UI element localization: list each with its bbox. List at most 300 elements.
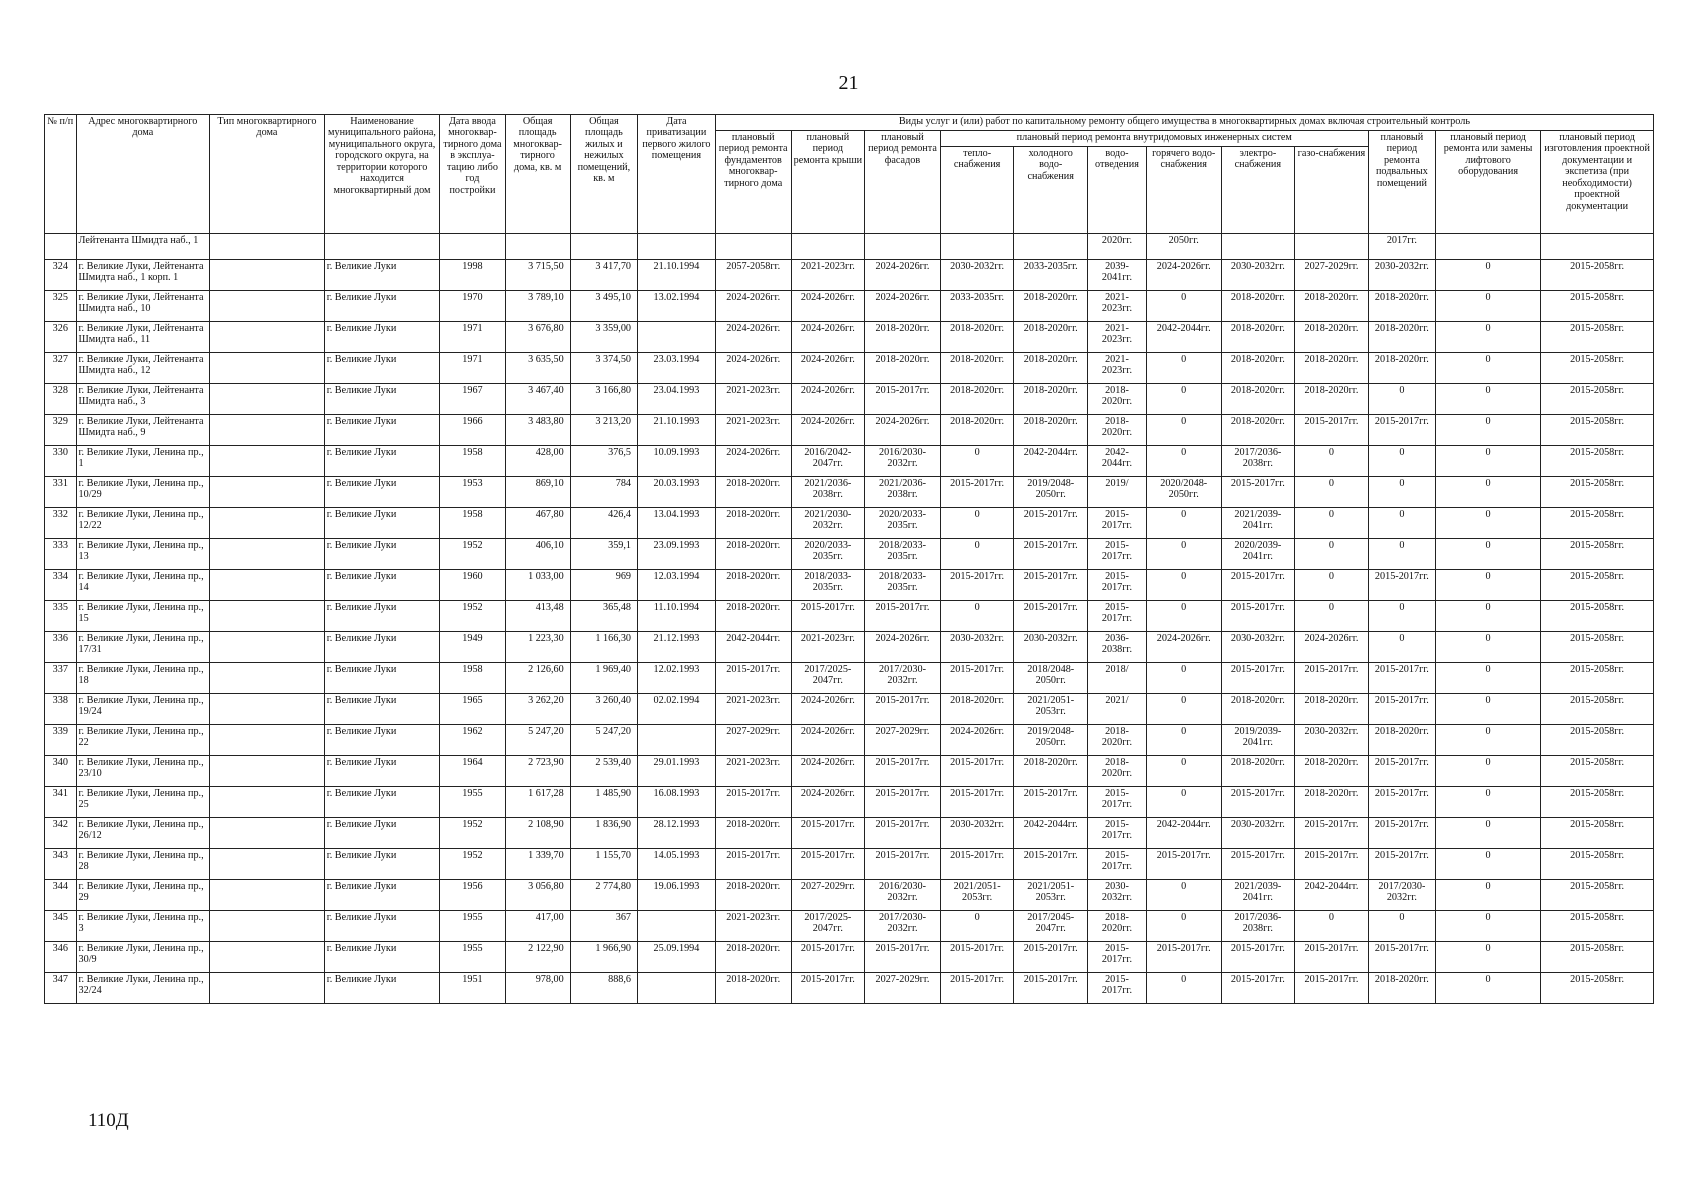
cell-address: г. Великие Луки, Лейтенанта Шмидта наб., 1 корп. 1 xyxy=(76,260,210,291)
table-row xyxy=(45,818,1654,849)
cell-roof xyxy=(791,234,865,260)
cell-foundation: 2018-2020гг. xyxy=(715,539,791,570)
cell-roof: 2016/2042-2047гг. xyxy=(791,446,865,477)
cell-sewer: 2018-2020гг. xyxy=(1088,911,1147,942)
cell-design: 2015-2058гг. xyxy=(1541,694,1654,725)
cell-design: 2015-2058гг. xyxy=(1541,756,1654,787)
cell-year: 1962 xyxy=(440,725,505,756)
cell-cold-water: 2015-2017гг. xyxy=(1014,787,1088,818)
cell-basement: 2015-2017гг. xyxy=(1368,787,1435,818)
cell-sewer: 2015-2017гг. xyxy=(1088,973,1147,1004)
cell-heat: 0 xyxy=(940,508,1014,539)
cell-basement: 2017гг. xyxy=(1368,234,1435,260)
cell-num: 341 xyxy=(45,787,77,818)
header-elevator: плановый период ремонта или замены лифтового оборудования xyxy=(1436,131,1541,234)
cell-year: 1960 xyxy=(440,570,505,601)
table-row xyxy=(45,880,1654,911)
cell-hot-water: 2042-2044гг. xyxy=(1146,818,1221,849)
cell-year: 1949 xyxy=(440,632,505,663)
cell-elevator: 0 xyxy=(1436,291,1541,322)
cell-gas: 2018-2020гг. xyxy=(1295,291,1369,322)
cell-total-area: 5 247,20 xyxy=(505,725,570,756)
table-row xyxy=(45,508,1654,539)
cell-type xyxy=(210,539,325,570)
cell-sewer: 2015-2017гг. xyxy=(1088,570,1147,601)
cell-basement: 2018-2020гг. xyxy=(1368,353,1435,384)
cell-address: г. Великие Луки, Ленина пр., 23/10 xyxy=(76,756,210,787)
cell-living-area: 3 166,80 xyxy=(570,384,637,415)
cell-living-area: 1 485,90 xyxy=(570,787,637,818)
cell-privatization xyxy=(638,725,716,756)
cell-foundation: 2021-2023гг. xyxy=(715,911,791,942)
cell-year: 1966 xyxy=(440,415,505,446)
cell-heat: 0 xyxy=(940,601,1014,632)
cell-cold-water: 2015-2017гг. xyxy=(1014,570,1088,601)
cell-year: 1956 xyxy=(440,880,505,911)
cell-elevator: 0 xyxy=(1436,880,1541,911)
cell-living-area: 3 495,10 xyxy=(570,291,637,322)
cell-foundation: 2027-2029гг. xyxy=(715,725,791,756)
cell-privatization: 20.03.1993 xyxy=(638,477,716,508)
cell-type xyxy=(210,508,325,539)
cell-num: 328 xyxy=(45,384,77,415)
cell-roof: 2017/2025-2047гг. xyxy=(791,911,865,942)
cell-design: 2015-2058гг. xyxy=(1541,508,1654,539)
cell-design: 2015-2058гг. xyxy=(1541,632,1654,663)
cell-elevator: 0 xyxy=(1436,415,1541,446)
cell-electric: 2018-2020гг. xyxy=(1221,384,1295,415)
table-body xyxy=(45,234,1654,1004)
cell-facade: 2024-2026гг. xyxy=(865,291,941,322)
cell-gas: 2015-2017гг. xyxy=(1295,973,1369,1004)
header-year: Дата ввода многоквар-тирного дома в эксплуа-тацию либо год постройки xyxy=(440,115,505,234)
cell-facade: 2020/2033-2035гг. xyxy=(865,508,941,539)
cell-gas: 0 xyxy=(1295,508,1369,539)
cell-type xyxy=(210,911,325,942)
cell-elevator: 0 xyxy=(1436,322,1541,353)
cell-hot-water: 0 xyxy=(1146,880,1221,911)
cell-cold-water: 2042-2044гг. xyxy=(1014,446,1088,477)
cell-privatization: 21.10.1993 xyxy=(638,415,716,446)
cell-basement: 0 xyxy=(1368,477,1435,508)
cell-type xyxy=(210,322,325,353)
header-type: Тип многоквартирного дома xyxy=(210,115,325,234)
cell-privatization: 13.04.1993 xyxy=(638,508,716,539)
cell-gas: 2027-2029гг. xyxy=(1295,260,1369,291)
cell-electric: 2021/2039-2041гг. xyxy=(1221,508,1295,539)
cell-basement: 2015-2017гг. xyxy=(1368,663,1435,694)
cell-electric: 2015-2017гг. xyxy=(1221,601,1295,632)
cell-gas: 2018-2020гг. xyxy=(1295,322,1369,353)
cell-address: г. Великие Луки, Ленина пр., 1 xyxy=(76,446,210,477)
cell-foundation: 2024-2026гг. xyxy=(715,353,791,384)
cell-basement: 0 xyxy=(1368,632,1435,663)
table-row xyxy=(45,384,1654,415)
cell-type xyxy=(210,942,325,973)
cell-address: г. Великие Луки, Ленина пр., 29 xyxy=(76,880,210,911)
cell-roof: 2024-2026гг. xyxy=(791,384,865,415)
cell-gas: 2018-2020гг. xyxy=(1295,384,1369,415)
cell-address: г. Великие Луки, Лейтенанта Шмидта наб., 12 xyxy=(76,353,210,384)
cell-living-area xyxy=(570,234,637,260)
cell-roof: 2024-2026гг. xyxy=(791,694,865,725)
cell-cold-water: 2021/2051-2053гг. xyxy=(1014,880,1088,911)
cell-foundation xyxy=(715,234,791,260)
cell-foundation: 2024-2026гг. xyxy=(715,446,791,477)
cell-elevator: 0 xyxy=(1436,663,1541,694)
cell-cold-water: 2015-2017гг. xyxy=(1014,973,1088,1004)
cell-privatization: 23.09.1993 xyxy=(638,539,716,570)
cell-facade: 2015-2017гг. xyxy=(865,818,941,849)
cell-facade: 2021/2036-2038гг. xyxy=(865,477,941,508)
cell-roof: 2024-2026гг. xyxy=(791,353,865,384)
cell-design: 2015-2058гг. xyxy=(1541,663,1654,694)
cell-year: 1955 xyxy=(440,942,505,973)
cell-num: 346 xyxy=(45,942,77,973)
cell-gas xyxy=(1295,234,1369,260)
cell-design: 2015-2058гг. xyxy=(1541,880,1654,911)
cell-heat: 2030-2032гг. xyxy=(940,818,1014,849)
table-row xyxy=(45,632,1654,663)
cell-privatization: 11.10.1994 xyxy=(638,601,716,632)
cell-cold-water: 2015-2017гг. xyxy=(1014,849,1088,880)
cell-district: г. Великие Луки xyxy=(324,384,440,415)
cell-total-area: 3 789,10 xyxy=(505,291,570,322)
header-living-area: Общая площадь жилых и нежилых помещений, кв. м xyxy=(570,115,637,234)
cell-total-area: 2 723,90 xyxy=(505,756,570,787)
cell-gas: 0 xyxy=(1295,477,1369,508)
cell-address: г. Великие Луки, Ленина пр., 19/24 xyxy=(76,694,210,725)
cell-num: 333 xyxy=(45,539,77,570)
header-hot-water: горячего водо-снабжения xyxy=(1146,147,1221,234)
cell-num: 343 xyxy=(45,849,77,880)
cell-year: 1964 xyxy=(440,756,505,787)
cell-facade: 2015-2017гг. xyxy=(865,694,941,725)
cell-basement: 0 xyxy=(1368,911,1435,942)
cell-privatization xyxy=(638,973,716,1004)
cell-hot-water: 0 xyxy=(1146,601,1221,632)
cell-cold-water xyxy=(1014,234,1088,260)
cell-roof: 2015-2017гг. xyxy=(791,942,865,973)
cell-electric xyxy=(1221,234,1295,260)
cell-elevator: 0 xyxy=(1436,787,1541,818)
cell-foundation: 2018-2020гг. xyxy=(715,880,791,911)
cell-year: 1958 xyxy=(440,663,505,694)
cell-num: 334 xyxy=(45,570,77,601)
cell-gas: 2018-2020гг. xyxy=(1295,694,1369,725)
table-row xyxy=(45,849,1654,880)
cell-heat: 2021/2051-2053гг. xyxy=(940,880,1014,911)
header-design: плановый период изготовления проектной документации и экспетиза (при необходимости) проектной документации xyxy=(1541,131,1654,234)
cell-roof: 2018/2033-2035гг. xyxy=(791,570,865,601)
cell-elevator: 0 xyxy=(1436,508,1541,539)
cell-heat: 0 xyxy=(940,539,1014,570)
cell-hot-water: 2015-2017гг. xyxy=(1146,849,1221,880)
cell-cold-water: 2042-2044гг. xyxy=(1014,818,1088,849)
cell-facade: 2015-2017гг. xyxy=(865,787,941,818)
cell-year: 1955 xyxy=(440,911,505,942)
cell-electric: 2015-2017гг. xyxy=(1221,849,1295,880)
cell-basement: 2018-2020гг. xyxy=(1368,973,1435,1004)
cell-year: 1971 xyxy=(440,353,505,384)
cell-privatization: 10.09.1993 xyxy=(638,446,716,477)
cell-address: г. Великие Луки, Ленина пр., 12/22 xyxy=(76,508,210,539)
cell-basement: 0 xyxy=(1368,539,1435,570)
cell-heat: 0 xyxy=(940,446,1014,477)
cell-design: 2015-2058гг. xyxy=(1541,477,1654,508)
cell-foundation: 2018-2020гг. xyxy=(715,601,791,632)
cell-sewer: 2042-2044гг. xyxy=(1088,446,1147,477)
cell-elevator: 0 xyxy=(1436,942,1541,973)
cell-cold-water: 2015-2017гг. xyxy=(1014,539,1088,570)
cell-basement: 2015-2017гг. xyxy=(1368,415,1435,446)
cell-sewer: 2018-2020гг. xyxy=(1088,756,1147,787)
cell-living-area: 359,1 xyxy=(570,539,637,570)
cell-num: 342 xyxy=(45,818,77,849)
cell-hot-water: 2020/2048-2050гг. xyxy=(1146,477,1221,508)
cell-facade: 2018/2033-2035гг. xyxy=(865,570,941,601)
cell-basement: 2015-2017гг. xyxy=(1368,756,1435,787)
cell-foundation: 2015-2017гг. xyxy=(715,787,791,818)
cell-foundation: 2024-2026гг. xyxy=(715,322,791,353)
cell-total-area: 3 056,80 xyxy=(505,880,570,911)
cell-living-area: 426,4 xyxy=(570,508,637,539)
cell-total-area: 2 126,60 xyxy=(505,663,570,694)
cell-electric: 2030-2032гг. xyxy=(1221,818,1295,849)
cell-facade: 2018/2033-2035гг. xyxy=(865,539,941,570)
cell-total-area: 3 715,50 xyxy=(505,260,570,291)
cell-foundation: 2018-2020гг. xyxy=(715,973,791,1004)
cell-type xyxy=(210,384,325,415)
cell-type xyxy=(210,601,325,632)
cell-num: 326 xyxy=(45,322,77,353)
cell-num: 325 xyxy=(45,291,77,322)
cell-facade: 2016/2030-2032гг. xyxy=(865,446,941,477)
cell-privatization: 12.03.1994 xyxy=(638,570,716,601)
header-sewer: водо-отведения xyxy=(1088,147,1147,234)
cell-elevator: 0 xyxy=(1436,973,1541,1004)
cell-type xyxy=(210,446,325,477)
cell-num: 327 xyxy=(45,353,77,384)
header-basement: плановый период ремонта подвальных помещений xyxy=(1368,131,1435,234)
cell-privatization: 23.03.1994 xyxy=(638,353,716,384)
cell-sewer: 2015-2017гг. xyxy=(1088,539,1147,570)
cell-electric: 2017/2036-2038гг. xyxy=(1221,446,1295,477)
cell-roof: 2021/2030-2032гг. xyxy=(791,508,865,539)
cell-elevator: 0 xyxy=(1436,570,1541,601)
cell-type xyxy=(210,818,325,849)
cell-roof: 2024-2026гг. xyxy=(791,725,865,756)
cell-total-area: 3 483,80 xyxy=(505,415,570,446)
cell-district: г. Великие Луки xyxy=(324,291,440,322)
cell-year: 1953 xyxy=(440,477,505,508)
cell-facade: 2016/2030-2032гг. xyxy=(865,880,941,911)
cell-district: г. Великие Луки xyxy=(324,508,440,539)
cell-district: г. Великие Луки xyxy=(324,570,440,601)
cell-total-area: 869,10 xyxy=(505,477,570,508)
cell-roof: 2024-2026гг. xyxy=(791,756,865,787)
table-header xyxy=(45,115,1654,234)
cell-type xyxy=(210,725,325,756)
cell-district: г. Великие Луки xyxy=(324,260,440,291)
cell-roof: 2015-2017гг. xyxy=(791,973,865,1004)
cell-address: г. Великие Луки, Ленина пр., 15 xyxy=(76,601,210,632)
cell-address: Лейтенанта Шмидта наб., 1 xyxy=(76,234,210,260)
cell-hot-water: 0 xyxy=(1146,353,1221,384)
cell-heat: 2018-2020гг. xyxy=(940,415,1014,446)
cell-address: г. Великие Луки, Лейтенанта Шмидта наб., 10 xyxy=(76,291,210,322)
cell-basement: 2015-2017гг. xyxy=(1368,570,1435,601)
table-row-continued xyxy=(45,234,1654,260)
cell-facade: 2024-2026гг. xyxy=(865,632,941,663)
cell-type xyxy=(210,849,325,880)
cell-hot-water: 2024-2026гг. xyxy=(1146,260,1221,291)
cell-total-area: 1 223,30 xyxy=(505,632,570,663)
cell-district: г. Великие Луки xyxy=(324,477,440,508)
cell-gas: 2015-2017гг. xyxy=(1295,415,1369,446)
cell-cold-water: 2019/2048-2050гг. xyxy=(1014,725,1088,756)
cell-living-area: 367 xyxy=(570,911,637,942)
cell-basement: 2018-2020гг. xyxy=(1368,291,1435,322)
cell-elevator: 0 xyxy=(1436,384,1541,415)
cell-gas: 0 xyxy=(1295,601,1369,632)
cell-design: 2015-2058гг. xyxy=(1541,415,1654,446)
cell-heat: 2030-2032гг. xyxy=(940,260,1014,291)
cell-electric: 2018-2020гг. xyxy=(1221,353,1295,384)
cell-heat: 2015-2017гг. xyxy=(940,942,1014,973)
cell-num: 347 xyxy=(45,973,77,1004)
cell-elevator: 0 xyxy=(1436,911,1541,942)
cell-hot-water: 0 xyxy=(1146,446,1221,477)
cell-address: г. Великие Луки, Ленина пр., 17/31 xyxy=(76,632,210,663)
cell-foundation: 2018-2020гг. xyxy=(715,570,791,601)
cell-design: 2015-2058гг. xyxy=(1541,818,1654,849)
cell-facade: 2015-2017гг. xyxy=(865,849,941,880)
cell-total-area: 978,00 xyxy=(505,973,570,1004)
cell-sewer: 2015-2017гг. xyxy=(1088,942,1147,973)
cell-year xyxy=(440,234,505,260)
cell-elevator: 0 xyxy=(1436,632,1541,663)
cell-district: г. Великие Луки xyxy=(324,725,440,756)
cell-year: 1958 xyxy=(440,508,505,539)
cell-gas: 0 xyxy=(1295,911,1369,942)
cell-hot-water: 2050гг. xyxy=(1146,234,1221,260)
cell-num: 339 xyxy=(45,725,77,756)
cell-gas: 0 xyxy=(1295,570,1369,601)
cell-living-area: 3 359,00 xyxy=(570,322,637,353)
cell-num: 337 xyxy=(45,663,77,694)
cell-gas: 2015-2017гг. xyxy=(1295,942,1369,973)
cell-heat: 2015-2017гг. xyxy=(940,849,1014,880)
cell-sewer: 2019/ xyxy=(1088,477,1147,508)
cell-total-area: 428,00 xyxy=(505,446,570,477)
cell-electric: 2015-2017гг. xyxy=(1221,477,1295,508)
cell-roof: 2024-2026гг. xyxy=(791,322,865,353)
cell-foundation: 2015-2017гг. xyxy=(715,849,791,880)
cell-total-area: 3 467,40 xyxy=(505,384,570,415)
cell-sewer: 2021/ xyxy=(1088,694,1147,725)
cell-basement: 2015-2017гг. xyxy=(1368,942,1435,973)
cell-address: г. Великие Луки, Ленина пр., 32/24 xyxy=(76,973,210,1004)
cell-year: 1951 xyxy=(440,973,505,1004)
cell-total-area: 2 108,90 xyxy=(505,818,570,849)
cell-design: 2015-2058гг. xyxy=(1541,322,1654,353)
cell-cold-water: 2018-2020гг. xyxy=(1014,353,1088,384)
table-row xyxy=(45,911,1654,942)
cell-foundation: 2057-2058гг. xyxy=(715,260,791,291)
cell-living-area: 1 966,90 xyxy=(570,942,637,973)
cell-electric: 2018-2020гг. xyxy=(1221,756,1295,787)
cell-design: 2015-2058гг. xyxy=(1541,291,1654,322)
cell-living-area: 3 213,20 xyxy=(570,415,637,446)
table-row xyxy=(45,291,1654,322)
cell-privatization: 02.02.1994 xyxy=(638,694,716,725)
cell-district: г. Великие Луки xyxy=(324,353,440,384)
cell-year: 1952 xyxy=(440,818,505,849)
cell-hot-water: 0 xyxy=(1146,539,1221,570)
cell-living-area: 2 774,80 xyxy=(570,880,637,911)
cell-year: 1952 xyxy=(440,849,505,880)
cell-living-area: 1 155,70 xyxy=(570,849,637,880)
cell-gas: 2015-2017гг. xyxy=(1295,818,1369,849)
cell-facade: 2017/2030-2032гг. xyxy=(865,663,941,694)
cell-hot-water: 2015-2017гг. xyxy=(1146,942,1221,973)
cell-privatization: 19.06.1993 xyxy=(638,880,716,911)
cell-hot-water: 0 xyxy=(1146,415,1221,446)
cell-elevator: 0 xyxy=(1436,756,1541,787)
cell-roof: 2021-2023гг. xyxy=(791,632,865,663)
cell-hot-water: 0 xyxy=(1146,911,1221,942)
cell-district: г. Великие Луки xyxy=(324,849,440,880)
cell-district: г. Великие Луки xyxy=(324,973,440,1004)
cell-district: г. Великие Луки xyxy=(324,415,440,446)
table-row xyxy=(45,353,1654,384)
cell-year: 1971 xyxy=(440,322,505,353)
cell-living-area: 888,6 xyxy=(570,973,637,1004)
cell-district: г. Великие Луки xyxy=(324,756,440,787)
cell-type xyxy=(210,291,325,322)
cell-electric: 2015-2017гг. xyxy=(1221,663,1295,694)
cell-facade: 2018-2020гг. xyxy=(865,322,941,353)
cell-foundation: 2024-2026гг. xyxy=(715,291,791,322)
cell-total-area: 1 617,28 xyxy=(505,787,570,818)
cell-sewer: 2018-2020гг. xyxy=(1088,415,1147,446)
cell-sewer: 2015-2017гг. xyxy=(1088,849,1147,880)
cell-sewer: 2015-2017гг. xyxy=(1088,508,1147,539)
cell-district xyxy=(324,234,440,260)
cell-num: 329 xyxy=(45,415,77,446)
capital-repair-table xyxy=(44,114,1654,1004)
cell-living-area: 969 xyxy=(570,570,637,601)
cell-address: г. Великие Луки, Ленина пр., 13 xyxy=(76,539,210,570)
cell-year: 1958 xyxy=(440,446,505,477)
cell-gas: 2015-2017гг. xyxy=(1295,849,1369,880)
cell-district: г. Великие Луки xyxy=(324,694,440,725)
cell-foundation: 2021-2023гг. xyxy=(715,415,791,446)
cell-type xyxy=(210,477,325,508)
cell-sewer: 2020гг. xyxy=(1088,234,1147,260)
cell-electric: 2017/2036-2038гг. xyxy=(1221,911,1295,942)
cell-cold-water: 2033-2035гг. xyxy=(1014,260,1088,291)
cell-facade: 2015-2017гг. xyxy=(865,601,941,632)
cell-district: г. Великие Луки xyxy=(324,818,440,849)
cell-address: г. Великие Луки, Ленина пр., 26/12 xyxy=(76,818,210,849)
cell-foundation: 2018-2020гг. xyxy=(715,508,791,539)
table-row xyxy=(45,942,1654,973)
cell-hot-water: 2042-2044гг. xyxy=(1146,322,1221,353)
cell-total-area: 1 033,00 xyxy=(505,570,570,601)
cell-elevator: 0 xyxy=(1436,260,1541,291)
